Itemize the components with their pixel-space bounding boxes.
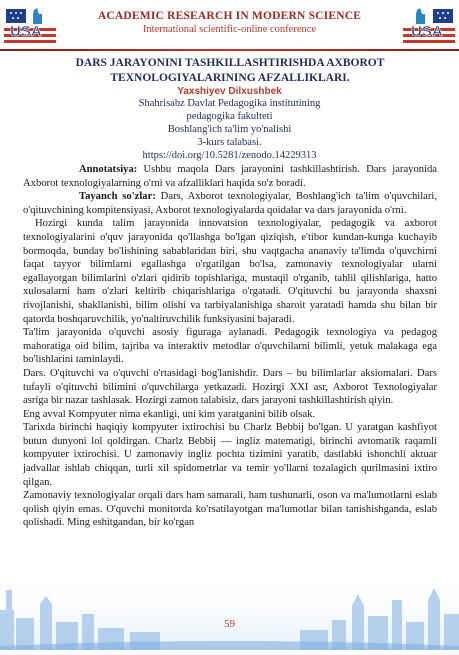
header-divider bbox=[0, 49, 459, 51]
annotation-paragraph bbox=[23, 163, 437, 190]
body-paragraph: Eng avval Kompyuter nima ekanligi, uni kim yaratganini bilib olsak. bbox=[23, 408, 316, 420]
conference-logo-left bbox=[4, 6, 56, 46]
skyline-footer-illustration bbox=[0, 570, 459, 650]
keywords-label: Tayanch so'zlar: bbox=[79, 191, 156, 203]
conference-title: ACADEMIC RESEARCH IN MODERN SCIENCE bbox=[97, 10, 362, 22]
annotation-text: Ushbu maqola Dars jarayonini tashkillashtirish. Dars jarayonida Axborot texnologiyalarning o'rni va afzalliklari haqida so'z boradi. bbox=[23, 164, 437, 189]
conference-logo-right bbox=[403, 6, 455, 46]
keywords-text: Dars, Axborot texnologiyalar, Boshlang'ich ta'lim o'quvchilari, o'qituvchining kompitensiyasi, Axborot texnologiyalarda qoidalar va dars jarayonida o'rni. bbox=[23, 191, 437, 216]
body-paragraph: Dars. O'qituvchi va o'quvchi o'rtasidagi bog'lanishdir. Dars – bu bilimlarlar aksiomalari. Dars tufayli o'qituvchi bilimini o'quvchilarga yetkazadi. Hozirgi XXI asr, Axborot Texnologiyalar asriga bir nazar tashlasak. Hozirgi zamon talabisiz, dars jarayoni tashkillashtirish qiyin. bbox=[23, 367, 437, 407]
keywords-paragraph bbox=[23, 190, 437, 217]
affiliation-line: 3-kurs talabasi. bbox=[197, 137, 262, 148]
affiliation-line: pedagogika fakulteti bbox=[186, 111, 273, 122]
affiliation-line: Shahrisabz Davlat Pedagogika institutining bbox=[138, 98, 321, 109]
body-paragraph: Tarixda birinchi haqiqiy kompyuter ixtirochisi bu Charlz Bebbij bo'lgan. U yaratgan kashfiyot butun dunyoni lol qoldirgan. Charlz Bebbij — ingliz matematigi, birinchi avtomatik raqamli kompyuter ixtirochisi. U zamonaviy ingliz pochta tizimini yaratib, dastlabki ishonchli aktuar jadvallar ishlab chiqqan, turli xil spidometrlar va temir yo'llarni tozalagich qurilmasini ixtiro qilgan. bbox=[23, 422, 437, 488]
body-paragraph: Hozirgi kunda talim jarayonida innovatsion texnologiyalar, pedagogik va axborot texnologiyalarini o'quv jarayonida qo'llashga bo'lgan qiziqish, e'tibor kundan-kunga kuchayib bormoqda, bunday bo'lishining sabablaridan biri, shu vaqtgacha ananaviy ta'limda o'quvchirni faqat tayyor bilimlarni egallashga o'rgatilgan bo'lsa, zamonaviy texnologiyalar ularni egallayotgan bilimlarini o'zlari qidirib topishlariga, mustaqil o'rganib, tahlil qilishlariga, hatto xulosalarni ham o'zlari keltirib chiqarishlariga o'rgatadi. O'qituvchi bu jarayonda shaxsni rivojlanishi, shakllanishi, bilim olishi va tarbiyalanishiga sharoit yaratadi hamda shu bilan bir qatorda boshqaruvchilik, yo'naltiruvchilik funksiyasini bajaradi. bbox=[23, 218, 437, 325]
body-paragraph: Zamonaviy texnologiyalar orqali dars ham samarali, ham tushunarli, oson va ma'lumotlarni eslab qolish qiyin emas. O'quvchi monitorda ko'rsatilayotgan ma'lumotlar bilan tanishishganda, eslab qolishadi. Ming eshitgandan, bir ko'rgan bbox=[23, 490, 437, 529]
logo-text-right: USA bbox=[411, 23, 443, 40]
affiliation-line: Boshlang'ich ta'lim yo'nalishi bbox=[167, 124, 292, 135]
article-body bbox=[23, 163, 437, 530]
article-title: DARS JARAYONINI TASHKILLASHTIRISHDA AXBOROT TEXNOLOGIYALARINING AFZALLIKLARI. bbox=[75, 57, 385, 84]
logo-text-left: USA bbox=[10, 23, 42, 40]
doi-link[interactable]: https://doi.org/10.5281/zenodo.14229313 bbox=[142, 150, 317, 161]
page-number: 59 bbox=[224, 618, 235, 630]
conference-subtitle: International scientific-online conference bbox=[142, 24, 317, 35]
annotation-label: Annotatsiya: bbox=[79, 164, 138, 175]
author-name: Yaxshiyev Dilxushbek bbox=[177, 86, 282, 97]
body-paragraph: Ta'lim jarayonida o'quvchi asosiy figuraga aylanadi. Pedagogik texnologiya va pedagog mahoratiga oid bilim, tajriba va interaktiv metodlar o'quvchilarni bilimli, yetuk malakaga ega bo'lishlarini taminlaydi. bbox=[23, 327, 437, 366]
